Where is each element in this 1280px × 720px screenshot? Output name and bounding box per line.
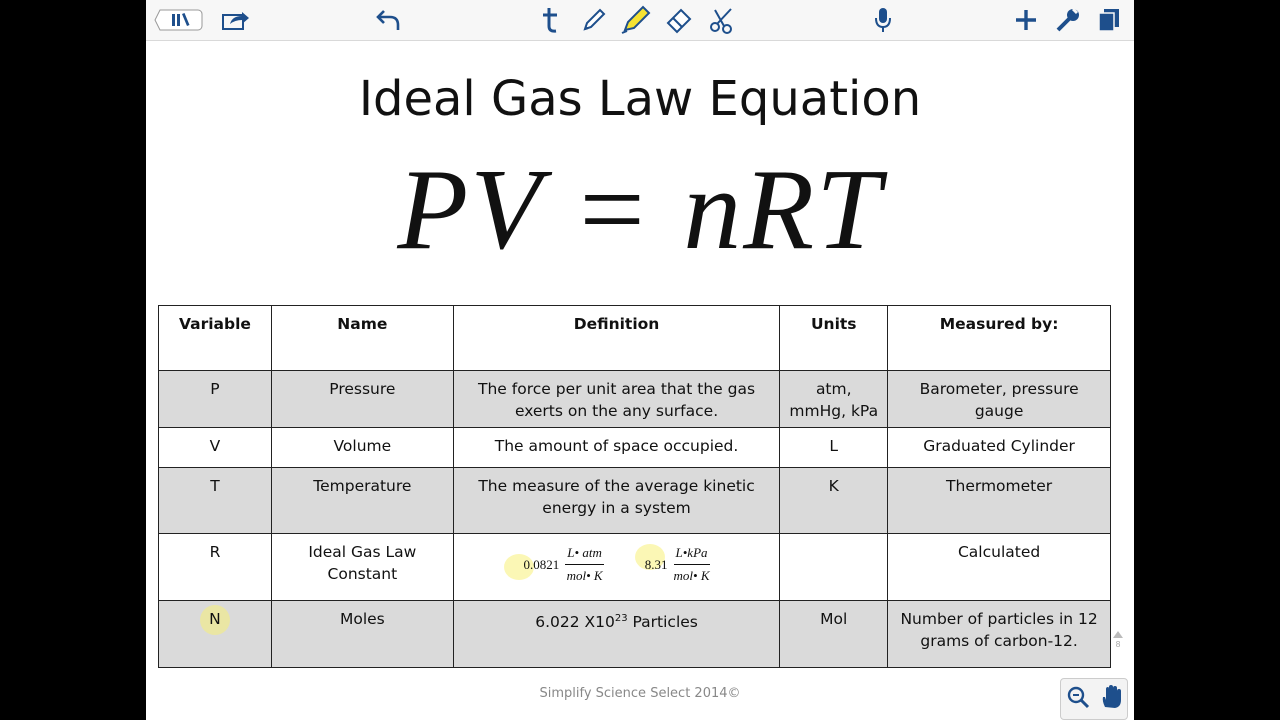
header-units: Units xyxy=(780,306,888,371)
cell-variable: P xyxy=(159,371,272,428)
toolbar xyxy=(146,0,1134,41)
cell-measured: Calculated xyxy=(888,534,1111,601)
avogadro-base: 6.022 X10 xyxy=(535,613,615,632)
highlighter-icon[interactable] xyxy=(616,5,656,35)
notability-app xyxy=(146,0,1134,720)
cell-units: L xyxy=(780,428,888,468)
zoom-icon[interactable] xyxy=(1066,685,1090,713)
gas-constant-atm xyxy=(518,538,610,591)
pen-icon[interactable] xyxy=(578,5,610,35)
cell-definition xyxy=(453,601,780,668)
eraser-icon[interactable] xyxy=(663,5,695,35)
constant-units xyxy=(565,542,604,587)
cell-units: atm, mmHg, kPa xyxy=(780,371,888,428)
avogadro-tail: Particles xyxy=(627,613,698,632)
cell-measured: Number of particles in 12 grams of carbon-12. xyxy=(888,601,1111,668)
cell-units: Mol xyxy=(780,601,888,668)
cell-variable: T xyxy=(159,468,272,534)
header-variable: Variable xyxy=(159,306,272,371)
page-scroll-indicator[interactable] xyxy=(1111,631,1125,652)
cell-variable-text: N xyxy=(209,610,221,628)
cell-units xyxy=(780,534,888,601)
constant-numerator: L• atm xyxy=(565,542,604,565)
constant-denominator: mol• K xyxy=(673,568,710,583)
bottom-toolbar xyxy=(1060,678,1128,720)
constant-numerator: L•kPa xyxy=(674,542,710,565)
share-icon[interactable] xyxy=(219,5,251,35)
cell-variable: V xyxy=(159,428,272,468)
constant-value: 8.31 xyxy=(644,556,668,572)
cell-name: Moles xyxy=(271,601,453,668)
constant-denominator: mol• K xyxy=(566,568,603,583)
cell-variable xyxy=(159,601,272,668)
table-row xyxy=(159,468,1111,534)
constant-units xyxy=(674,542,710,587)
table-row xyxy=(159,428,1111,468)
avogadro-exponent: 23 xyxy=(614,613,628,624)
table-header-row xyxy=(159,306,1111,371)
cell-name: Volume xyxy=(271,428,453,468)
microphone-icon[interactable] xyxy=(870,5,896,35)
header-measured-by: Measured by: xyxy=(888,306,1111,371)
cell-name: Pressure xyxy=(271,371,453,428)
cell-measured: Barometer, pressure gauge xyxy=(888,371,1111,428)
cell-variable: R xyxy=(159,534,272,601)
scroll-page-number: 8 xyxy=(1115,640,1121,649)
footer-credit: Simplify Science Select 2014© xyxy=(539,686,741,701)
cell-definition xyxy=(453,534,780,601)
gas-law-table xyxy=(158,305,1111,668)
cell-units: K xyxy=(780,468,888,534)
page-title: Ideal Gas Law Equation xyxy=(358,71,922,127)
text-tool-icon[interactable] xyxy=(538,5,564,35)
library-icon[interactable] xyxy=(154,5,204,35)
undo-icon[interactable] xyxy=(374,5,404,35)
table-row xyxy=(159,371,1111,428)
hand-icon[interactable] xyxy=(1100,685,1122,713)
ideal-gas-equation: PV = nRT xyxy=(397,146,883,274)
header-definition: Definition xyxy=(453,306,780,371)
header-name: Name xyxy=(271,306,453,371)
cell-measured: Graduated Cylinder xyxy=(888,428,1111,468)
table-row xyxy=(159,534,1111,601)
add-icon[interactable] xyxy=(1013,5,1039,35)
scissors-icon[interactable] xyxy=(706,5,738,35)
note-page[interactable] xyxy=(146,41,1134,720)
cell-definition: The force per unit area that the gas exerts on the any surface. xyxy=(453,371,780,428)
pages-icon[interactable] xyxy=(1096,5,1122,35)
cell-name: Ideal Gas Law Constant xyxy=(271,534,453,601)
gas-constant-kpa xyxy=(639,538,716,591)
constant-value: 0.0821 xyxy=(523,556,560,572)
wrench-icon[interactable] xyxy=(1054,5,1082,35)
cell-definition: The amount of space occupied. xyxy=(453,428,780,468)
cell-measured: Thermometer xyxy=(888,468,1111,534)
table-row xyxy=(159,601,1111,668)
cell-definition: The measure of the average kinetic energy in a system xyxy=(453,468,780,534)
cell-name: Temperature xyxy=(271,468,453,534)
